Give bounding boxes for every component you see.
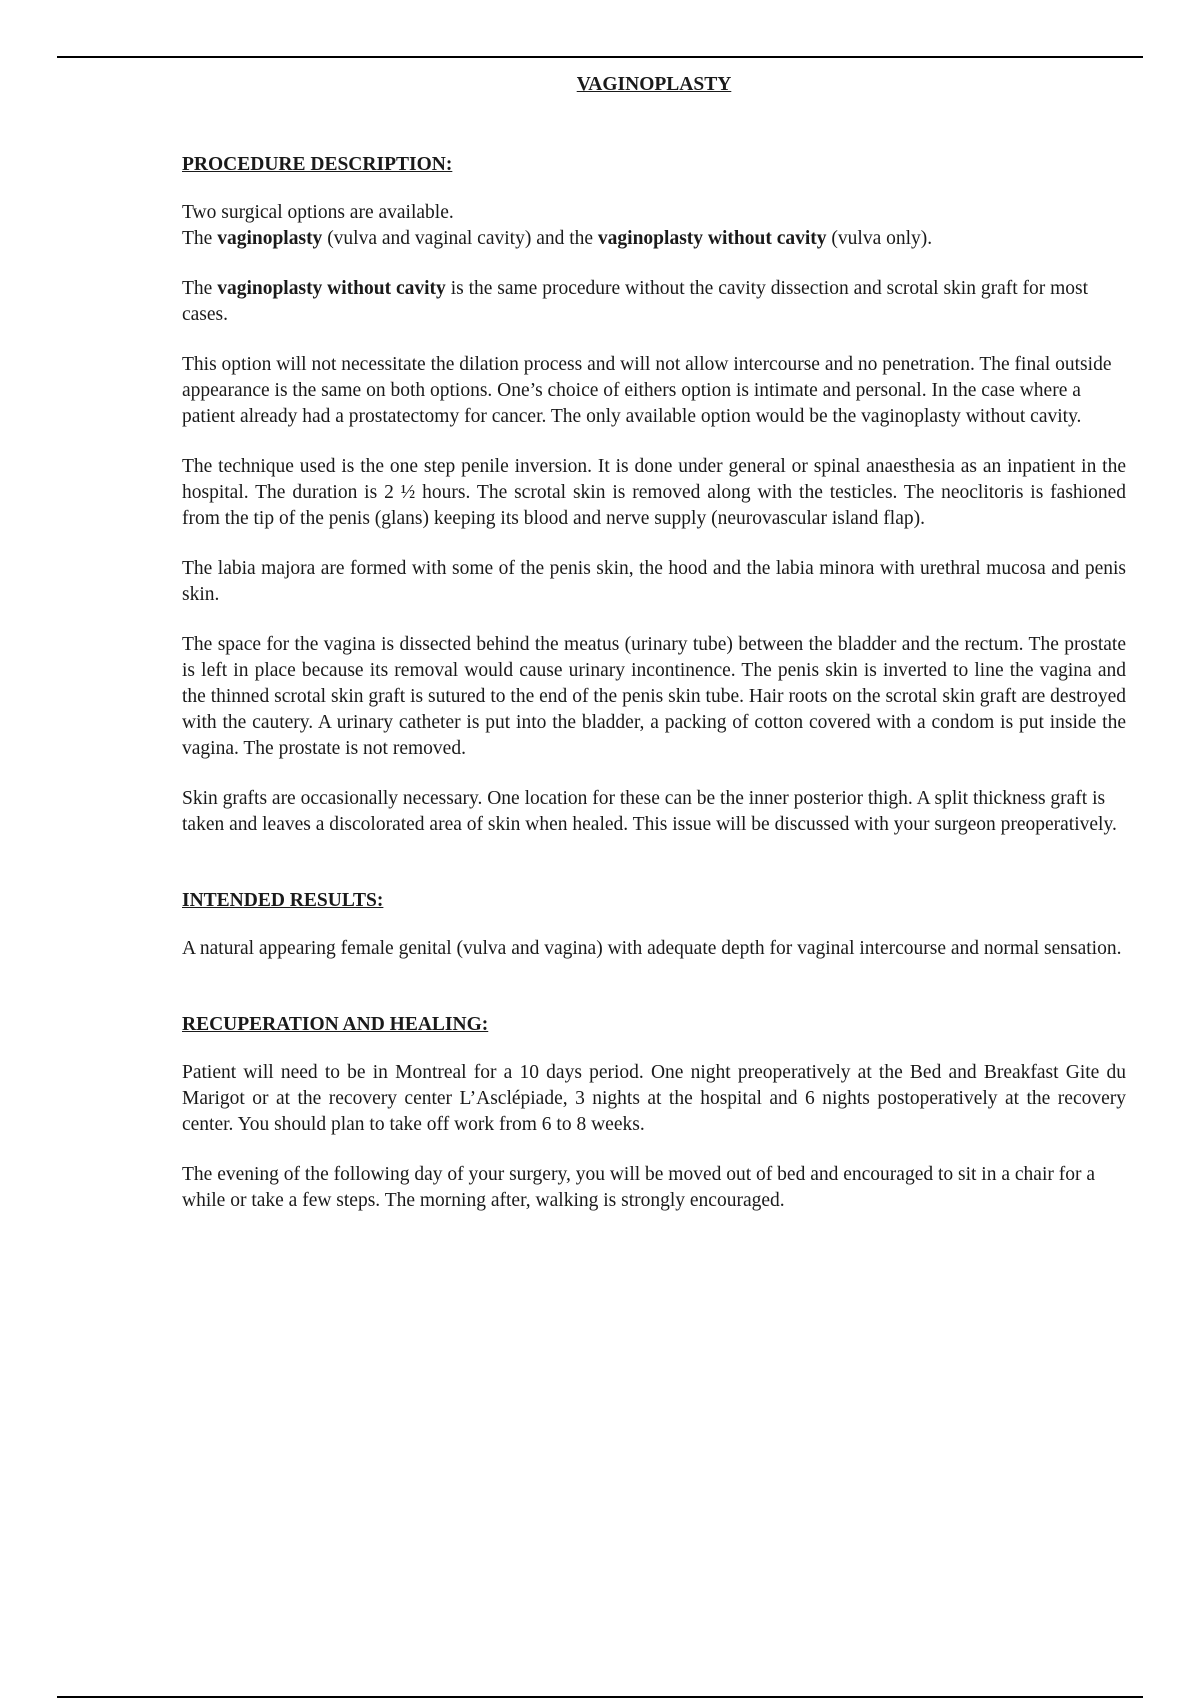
paragraph-labia: The labia majora are formed with some of the penis skin, the hood and the labia minora with urethral mucosa and penis skin. — [182, 558, 1126, 605]
document-page — [182, 72, 1126, 1214]
paragraph-post-surgery: The evening of the following day of your surgery, you will be moved out of bed and encouraged to sit in a chair for a while or take a few steps. The morning after, walking is strongly encouraged. — [182, 1164, 1095, 1211]
paragraph-options: Two surgical options are available. The vaginoplasty (vulva and vaginal cavity) and the vaginoplasty without cavity (vulva only). — [182, 202, 933, 249]
text-options-available: Two surgical options are available. — [182, 202, 454, 223]
term-vaginoplasty: vaginoplasty — [217, 228, 323, 249]
heading-recuperation-healing: RECUPERATION AND HEALING: — [182, 1014, 489, 1035]
paragraph-intended-results: A natural appearing female genital (vulva and vagina) with adequate depth for vaginal intercourse and normal sensation. — [182, 938, 1122, 959]
heading-procedure-description: PROCEDURE DESCRIPTION: — [182, 154, 453, 175]
paragraph-dilation: This option will not necessitate the dilation process and will not allow intercourse and no penetration. The final outside appearance is the same on both options. One’s choice of eithers option is intimate and personal. In the case where a patient already had a prostatectomy for cancer. The only available option would be the vaginoplasty without cavity. — [182, 354, 1112, 427]
paragraph-technique: The technique used is the one step penile inversion. It is done under general or spinal anaesthesia as an inpatient in the hospital. The duration is 2 ½ hours. The scrotal skin is removed along with the testicles. The neoclitoris is fashioned from the tip of the penis (glans) keeping its blood and nerve supply (neurovascular island flap). — [182, 456, 1126, 529]
paragraph-skin-grafts: Skin grafts are occasionally necessary. One location for these can be the inner posterior thigh. A split thickness graft is taken and leaves a discolorated area of skin when healed. This issue will be discussed with your surgeon preoperatively. — [182, 788, 1117, 835]
term-vaginoplasty-without-cavity-2: vaginoplasty without cavity — [217, 278, 446, 299]
top-rule — [57, 56, 1143, 58]
paragraph-vagina-space: The space for the vagina is dissected behind the meatus (urinary tube) between the bladder and the rectum. The prostate is left in place because its removal would cause urinary incontinence. The penis skin is inverted to line the vagina and the thinned scrotal skin graft is sutured to the end of the penis skin tube. Hair roots on the scrotal skin graft are destroyed with the cautery. A urinary catheter is put into the bladder, a packing of cotton covered with a condom is put inside the vagina. The prostate is not removed. — [182, 634, 1126, 759]
paragraph-without-cavity: The vaginoplasty without cavity is the same procedure without the cavity dissection and scrotal skin graft for most cases. — [182, 278, 1089, 325]
heading-intended-results: INTENDED RESULTS: — [182, 890, 384, 911]
term-vaginoplasty-without-cavity: vaginoplasty without cavity — [597, 228, 827, 249]
paragraph-montreal-stay: Patient will need to be in Montreal for a 10 days period. One night preoperatively at the Bed and Breakfast Gite du Marigot or at the recovery center L’Asclépiade, 3 nights at the hospital and 6 nights postoperatively at the recovery center. You should plan to take off work from 6 to 8 weeks. — [182, 1062, 1126, 1135]
bottom-rule — [57, 1696, 1143, 1698]
document-title: VAGINOPLASTY — [576, 74, 732, 95]
